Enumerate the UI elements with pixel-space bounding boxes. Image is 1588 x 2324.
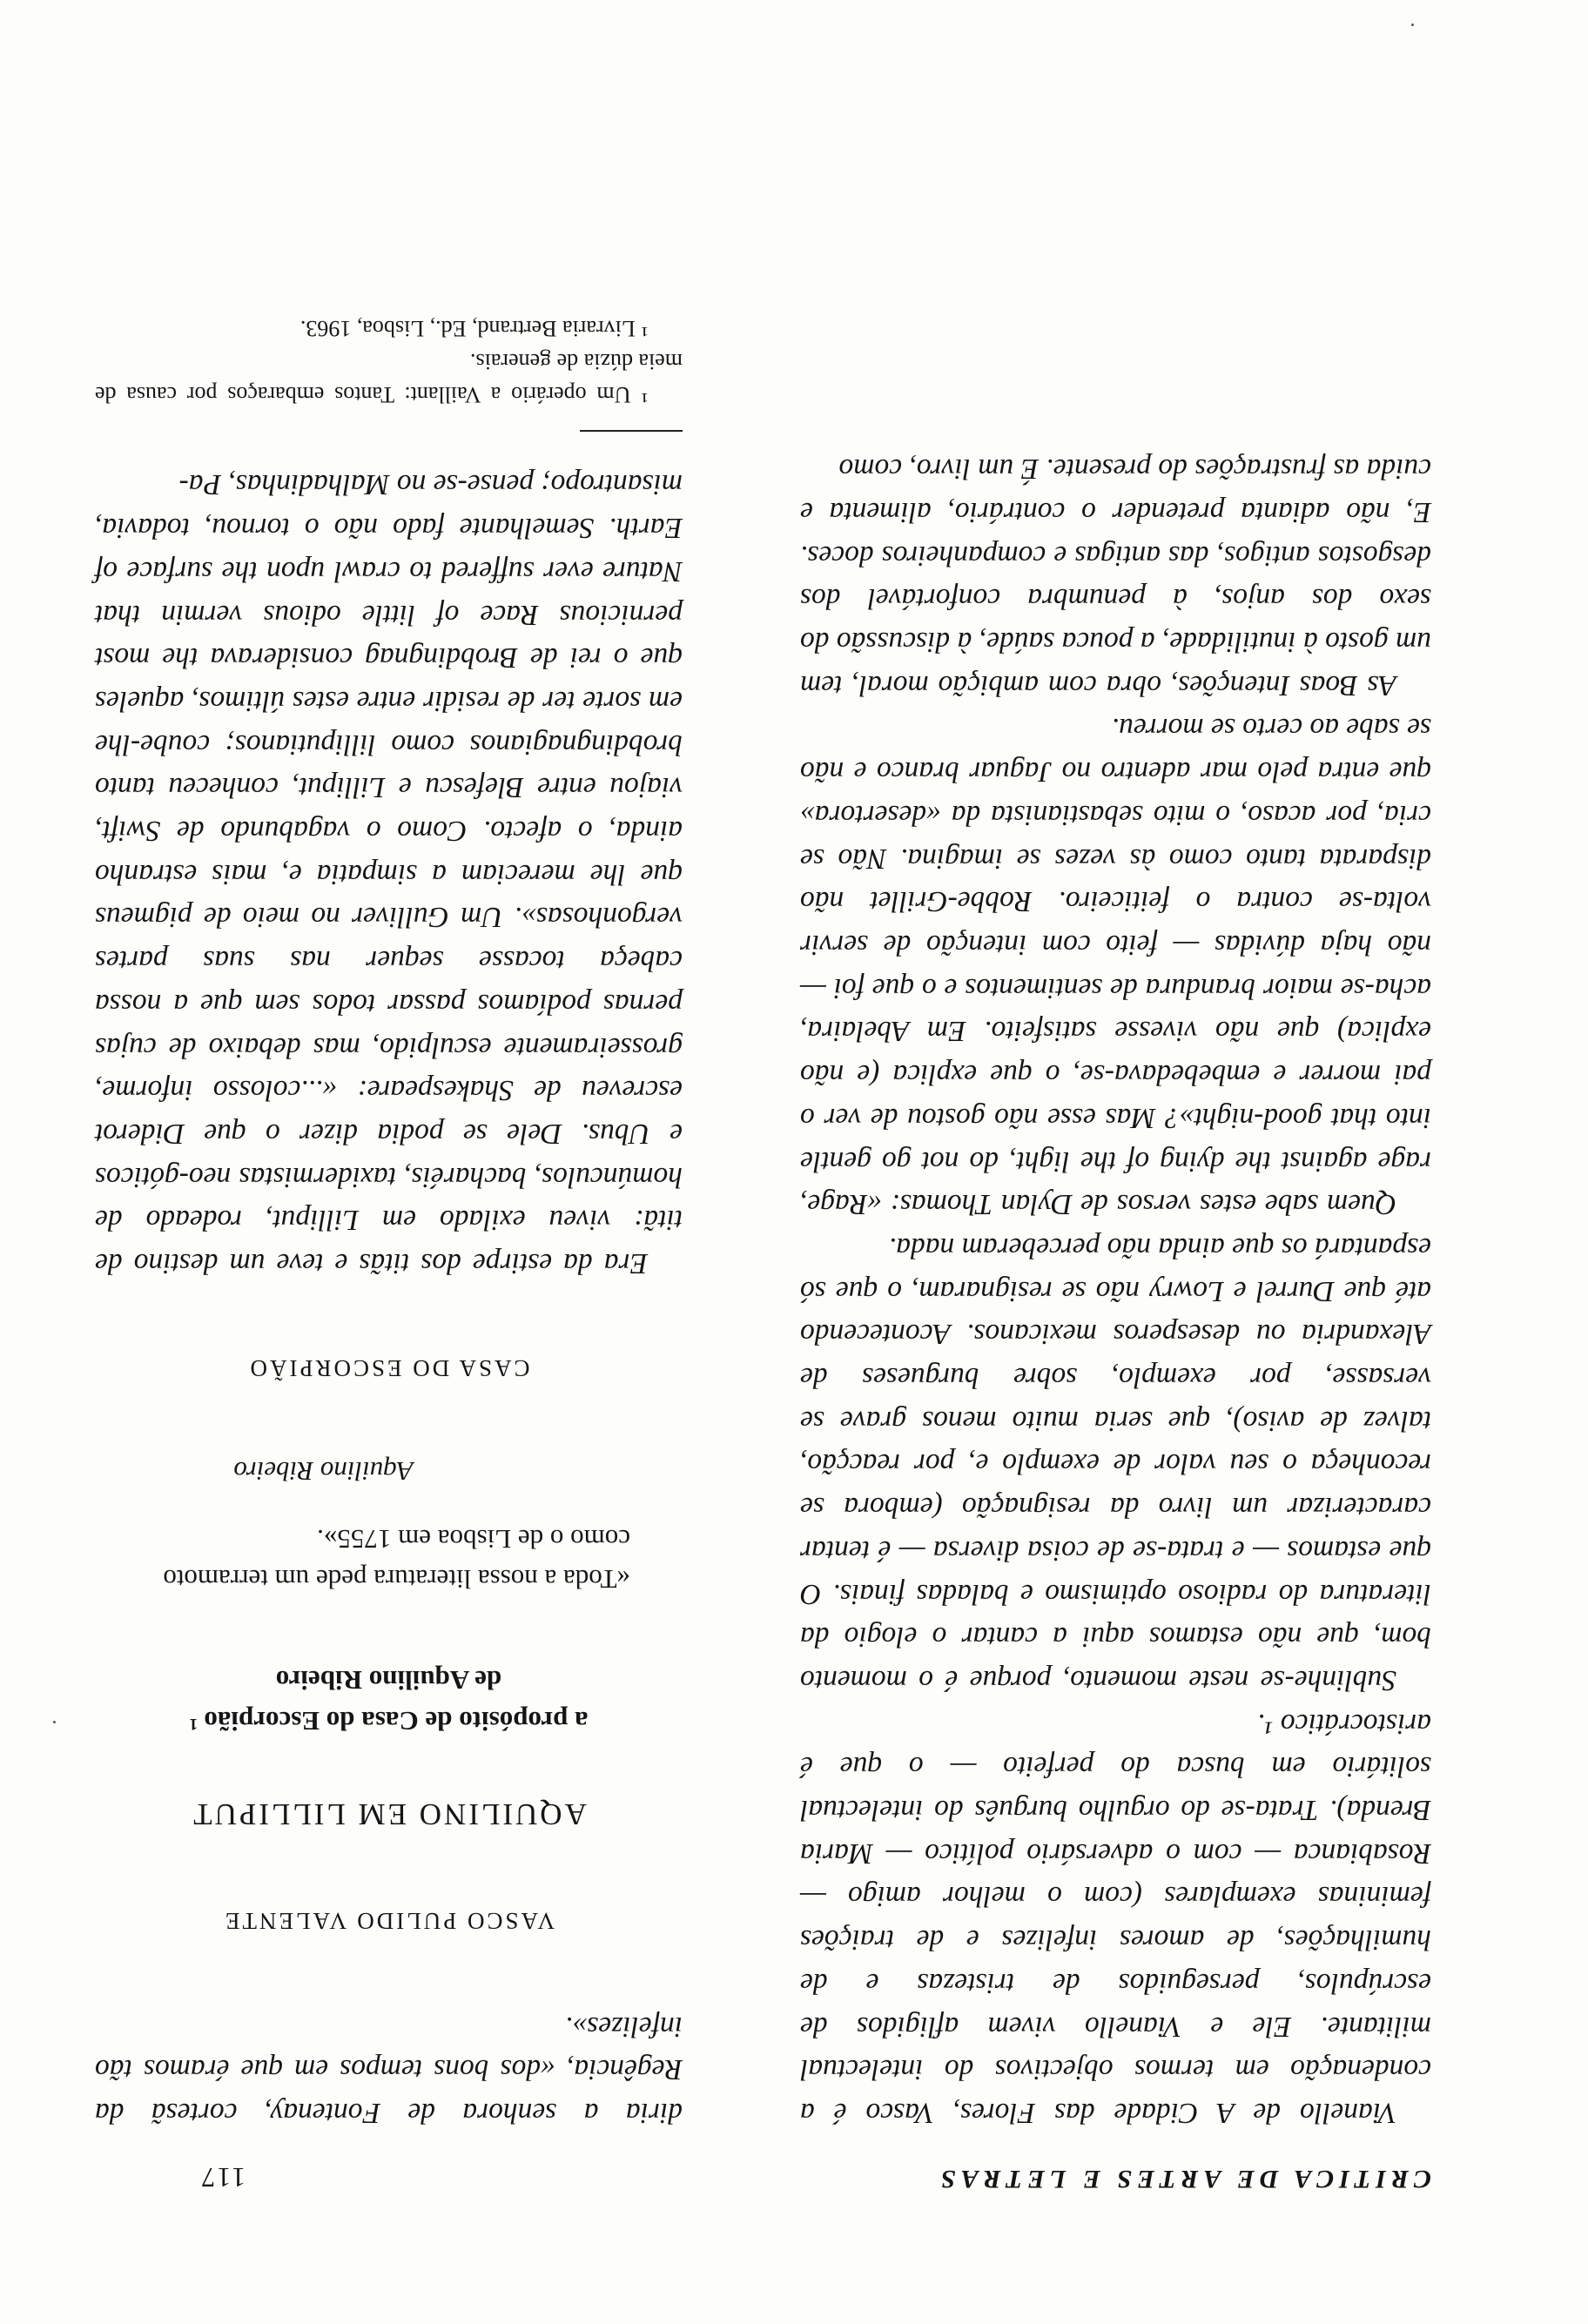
section-heading: CASA DO ESCORPIÃO [247, 1354, 530, 1381]
article-subtitle [95, 1660, 683, 1742]
right-continuation-paragraph: diria a senhora de Fontenay, cortesã da Regência, «dos bons tempos em que éramos tão infelizes». [95, 2010, 683, 2129]
left-paragraph-1: Vianello de A Cidade das Flores, Vasco é a condenação em termos objectivos do intelectual militante. Ele e Vianello vivem afligidos de escrúpulos, perseguidos de tristezas e de humilhações, de amores infelizes e de traições femininas exemplares (com o melhor amigo — Rosabianca — com o adversário político — Maria Brenda). Trata-se do orgulho burguês do intelectual solitário em busca do perfeito — o que é aristocrático ¹. [800, 1707, 1431, 2129]
article-title: AQUILINO EM LILLIPUT [191, 1797, 587, 1832]
article-author: VASCO PULIDO VALENTE [222, 1907, 555, 1934]
epigraph-quote: «Toda a nossa literatura pede um terramoto como o de Lisboa em 1755». [163, 1524, 630, 1595]
footnote-2: ¹ Livraria Bertrand, Ed., Lisboa, 1963. [299, 315, 648, 341]
left-paragraph-4: As Boas Intenções, obra com ambição moral, tem um gosto à inutilidade, a pouca saúde, à discussão do sexo dos anjos, à penumbra confortável dos desgostos antigos, das antigas e companheiros doces. E, não adianta pretender o contrário, alimenta e cuida as frustrações do presente. É um livro, como [800, 453, 1431, 702]
left-paragraph-3: Quem sabe estes versos de Dylan Thomas: «Rage, rage against the dying of the light, do not go gentle into that good-night»? Mas esse não gostou de ver o pai morrer e embebedava-se, o que explica (e não explica) que não vivesse satisfeito. Em Abelaira, acha-se maior brandura de sentimentos e o que foi — não haja dúvidas — feito com intenção de servir volta-se contra o feiticeiro. Robbe-Grillet não disparata tanto como às vezes se imagina. Não se cria, por acaso, o mito sebastianista da «desertora» que entra pelo mar adentro no Jaguar branco e não se sabe ao certo se morreu. [800, 712, 1431, 1221]
running-head-journal-title: CRITICA DE ARTES E LETRAS [935, 2165, 1431, 2193]
left-paragraph-2: Sublinhe-se neste momento, porque é o momento bom, que não estamos aqui a cantar o elogio da literatura do radioso optimismo e baladas finais. O que estamos — e trata-se de coisa diversa — é tentar caracterizar um livro da resignação (embora se reconheça o seu valor de exemplo e, por reacção, talvez de aviso), que seria muito menos grave se versasse, por exemplo, sobre burgueses de Alexandria ou desesperos mexicanos. Acontecendo até que Durrel e Lowry não se resignaram, o que só espantará os que ainda não perceberam nada. [800, 1231, 1431, 1696]
epigraph-author: Aquilino Ribeiro [233, 1456, 414, 1488]
subtitle-line-1: a propósito de Casa do Escorpião ¹ [189, 1706, 589, 1737]
paper-speck [53, 1721, 56, 1723]
right-paragraph-1: Era da estirpe dos titãs e teve um destino de titã: viveu exilado em Lilliput, rodeado de homúnculos, bacharéis, taxidermistas neo-góticos e Ubus. Dele se podia dizer o que Diderot escreveu de Shakespeare: «...colosso informe, grosseiramente esculpido, mas debaixo de cujas pernas podíamos passar todos sem que a nossa cabeça tocasse sequer nas suas partes vergonhosas». Um Gulliver no meio de pigmeus que lhe mereciam a simpatia e, mais estranho ainda, o afecto. Como o vagabundo de Swift, viajou entre Blefescu e Lilliput, conheceu tanto brobdingnagianos como lilliputianos; coube-lhe em sorte ter de residir entre estes últimos, aqueles que o rei de Brobdingnag considerava the most pernicious Race of little odious vermin that Nature ever suffered to crawl upon the surface of Earth. Semelhante fado não o tornou, todavia, misantropo; pense-se no Malhadinhas, Pa- [95, 468, 683, 1280]
right-text-column [95, 312, 683, 2134]
footnote-1: ¹ Um operário a Vaillant: Tantos embaraços por causa de meia dúzia de generais. [95, 348, 683, 407]
footnote-divider [580, 430, 683, 432]
left-text-column [800, 447, 1431, 2134]
page-number: 117 [199, 2162, 246, 2193]
subtitle-line-2: de Aquilino Ribeiro [275, 1665, 502, 1696]
paper-speck [1411, 24, 1414, 26]
